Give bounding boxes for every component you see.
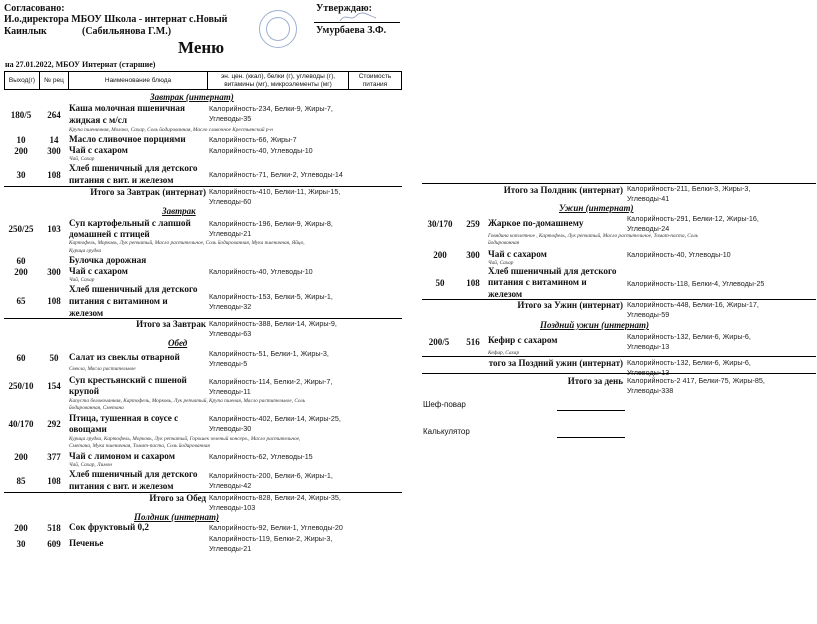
row-output: 200	[14, 452, 28, 462]
stamp-inner-ring	[266, 17, 290, 41]
col-cost: Стоимость питания	[348, 71, 402, 90]
row-composition: Чай, Сахар	[488, 260, 514, 266]
row-dish-name: Кефир с сахаром	[488, 335, 558, 345]
stamp-image	[259, 10, 297, 48]
row-recipe: 108	[47, 296, 61, 306]
row-output: 85	[16, 476, 26, 486]
row-dish-name: Жаркое по-домашнему	[488, 218, 584, 228]
row-dish-name-cont: питания с вит. и железом	[69, 481, 174, 491]
col-dish-name: Наименование блюда	[68, 71, 208, 90]
row-dish-name: Хлеб пшеничный для детского	[69, 284, 198, 294]
row-composition: Картофель, Морковь, Лук репчатый, Масло растительное, Соль йодированная, Мука пшеничная, Яйцо,	[69, 240, 305, 246]
agreed-position: И.о.директора МБОУ Школа - интернат с.Новый	[4, 14, 228, 25]
row-output: 40/170	[8, 419, 34, 429]
row-recipe: 300	[466, 250, 480, 260]
row-output: 10	[16, 135, 26, 145]
row-dish-name: Салат из свеклы отварной	[69, 352, 180, 362]
row-dish-name-cont: питания с витамином и	[488, 277, 587, 287]
total-label: Итого за Обед	[149, 493, 206, 503]
row-nutrition: Калорийность-40, Углеводы-10	[627, 250, 731, 259]
row-dish-name-cont: домашней с птицей	[69, 229, 150, 239]
section-title: Поздний ужин (интернат)	[540, 320, 649, 330]
row-dish-name: Каша молочная пшеничная	[69, 103, 185, 113]
row-nutrition-cont: Углеводы-32	[209, 302, 252, 311]
row-nutrition-cont: Углеводы-42	[209, 481, 252, 490]
row-dish-name-cont: крупой	[69, 386, 100, 396]
total-values: Калорийность-388, Белки-14, Жиры-9,	[209, 319, 337, 328]
row-dish-name: Печенье	[69, 538, 104, 548]
day-total-values: Калорийность-2 417, Белки-75, Жиры-85,	[627, 376, 765, 385]
row-nutrition: Калорийность-51, Белки-1, Жиры-3,	[209, 349, 329, 358]
agreed-name: (Сабильянова Г.М.)	[82, 26, 172, 37]
row-nutrition: Калорийность-234, Белки-9, Жиры-7,	[209, 104, 333, 113]
row-nutrition: Калорийность-92, Белки-1, Углеводы-20	[209, 523, 343, 532]
row-output: 200	[14, 267, 28, 277]
row-recipe: 259	[466, 219, 480, 229]
row-recipe: 518	[47, 523, 61, 533]
page-title: Меню	[178, 38, 225, 57]
day-total-label: Итого за день	[567, 376, 623, 386]
row-dish-name: Хлеб пшеничный для детского	[69, 163, 198, 173]
row-recipe: 108	[47, 476, 61, 486]
row-nutrition: Калорийность-114, Белки-2, Жиры-7,	[209, 377, 333, 386]
row-dish-name-cont: питания с вит. и железом	[69, 175, 174, 185]
total-label: того за Поздний ужин (интернат)	[488, 358, 623, 368]
row-nutrition-cont: Углеводы-21	[209, 229, 252, 238]
row-recipe: 108	[466, 278, 480, 288]
total-values-cont: Углеводы-103	[209, 503, 256, 512]
row-nutrition: Калорийность-40, Углеводы-10	[209, 267, 313, 276]
row-output: 30/170	[427, 219, 453, 229]
row-composition: Чай, Сахар, Лимон	[69, 462, 112, 468]
row-recipe: 300	[47, 146, 61, 156]
col-nutrition: эн. цен. (ккал), белки (г), углеводы (г), витамины (мг), микроэлементы (мг)	[207, 71, 349, 90]
day-total-values-cont: Углеводы-338	[627, 386, 674, 395]
section-title: Обед	[168, 338, 188, 348]
row-composition-cont: йодированная	[488, 240, 520, 246]
total-values-cont: Углеводы-41	[627, 194, 670, 203]
row-recipe: 264	[47, 110, 61, 120]
total-values-cont: Углеводы-60	[209, 197, 252, 206]
row-nutrition-cont: Углеводы-5	[209, 359, 248, 368]
row-recipe: 516	[466, 337, 480, 347]
row-nutrition-cont: Углеводы-21	[209, 544, 252, 553]
row-recipe: 154	[47, 381, 61, 391]
total-values: Калорийность-132, Белки-6, Жиры-6,	[627, 358, 751, 367]
total-values-cont: Углеводы-63	[209, 329, 252, 338]
row-output: 250/25	[8, 224, 34, 234]
calculator-label: Калькулятор	[423, 427, 470, 436]
row-nutrition: Калорийность-118, Белки-4, Углеводы-25	[627, 279, 765, 288]
row-composition-cont: Курица грудка	[69, 248, 102, 254]
row-nutrition: Калорийность-196, Белки-9, Жиры-8,	[209, 219, 333, 228]
total-label: Итого за Завтрак	[136, 319, 206, 329]
date-line: на 27.01.2022, МБОУ Интернат (старшие)	[5, 60, 156, 69]
row-recipe: 14	[49, 135, 59, 145]
row-output: 180/5	[10, 110, 32, 120]
row-nutrition: Калорийность-291, Белки-12, Жиры-16,	[627, 214, 759, 223]
total-values: Калорийность-211, Белки-3, Жиры-3,	[627, 184, 751, 193]
calculator-signature-line	[557, 437, 625, 438]
row-nutrition-cont: Углеводы-13	[627, 342, 670, 351]
row-composition-cont: Сметана, Мука пшеничная, Томат-паста, Соль йодированная	[69, 443, 210, 449]
row-composition: Курица грудка, Картофель, Морковь, Лук репчатый, Горошек зеленый консерв., Масло растительное,	[69, 436, 301, 442]
row-nutrition-cont: Углеводы-24	[627, 224, 670, 233]
row-composition: Чай, Сахар	[69, 277, 95, 283]
approve-label: Утверждаю:	[316, 3, 372, 14]
row-composition: Крупа пшеничная, Молоко, Сахар, Соль йодированная, Масло сливочное Крестьянский р-н	[69, 127, 273, 133]
row-dish-name-cont: овощами	[69, 424, 107, 434]
total-label: Итого за Ужин (интернат)	[517, 300, 623, 310]
row-recipe: 300	[47, 267, 61, 277]
row-nutrition: Калорийность-153, Белки-5, Жиры-1,	[209, 292, 333, 301]
row-nutrition: Калорийность-40, Углеводы-10	[209, 146, 313, 155]
row-dish-name: Сок фруктовый 0,2	[69, 522, 150, 532]
row-output: 250/10	[8, 381, 34, 391]
row-output: 30	[16, 539, 26, 549]
row-recipe: 108	[47, 170, 61, 180]
row-recipe: 377	[47, 452, 61, 462]
row-dish-name: Чай с сахаром	[69, 266, 128, 276]
agreed-position-cont: Каинлык	[4, 26, 47, 37]
section-title: Завтрак	[162, 206, 196, 216]
row-nutrition: Калорийность-66, Жиры-7	[209, 135, 297, 144]
row-recipe: 103	[47, 224, 61, 234]
approve-name: Умурбаева З.Ф.	[316, 25, 387, 36]
row-dish-name: Птица, тушенная в соусе с	[69, 413, 179, 423]
row-output: 60	[16, 353, 26, 363]
row-composition: Говядина котлетное , Картофель, Лук репчатый, Масло растительное, Томат-паста, Соль	[488, 233, 699, 239]
row-nutrition: Калорийность-71, Белки-2, Углеводы-14	[209, 170, 343, 179]
row-output: 200	[433, 250, 447, 260]
agreed-label: Согласовано:	[4, 3, 65, 14]
row-nutrition: Калорийность-132, Белки-6, Жиры-6,	[627, 332, 751, 341]
row-dish-name-cont: питания с витамином и	[69, 296, 168, 306]
total-values: Калорийность-828, Белки-24, Жиры-35,	[209, 493, 341, 502]
row-nutrition: Калорийность-62, Углеводы-15	[209, 452, 313, 461]
row-dish-name: Булочка дорожная	[69, 255, 147, 265]
row-output: 65	[16, 296, 26, 306]
col-recipe: № рец	[39, 71, 69, 90]
row-composition-cont: йодированная, Сметана	[69, 405, 124, 411]
row-dish-name: Хлеб пшеничный для детского	[488, 266, 617, 276]
section-title: Полдник (интернат)	[134, 512, 220, 522]
row-output: 30	[16, 170, 26, 180]
row-composition: Свекла, Масло растительное	[69, 366, 136, 372]
row-output: 50	[435, 278, 445, 288]
row-dish-name-cont: железом	[69, 308, 104, 318]
row-composition: Чай, Сахар	[69, 156, 95, 162]
total-values: Калорийность-448, Белки-16, Жиры-17,	[627, 300, 759, 309]
row-dish-name: Масло сливочное порциями	[69, 134, 186, 144]
section-title: Ужин (интернат)	[559, 203, 634, 213]
section-title: Завтрак (интернат)	[150, 92, 234, 102]
row-output: 200/5	[428, 337, 450, 347]
row-output: 200	[14, 523, 28, 533]
row-composition: Кефир, Сахар	[488, 350, 520, 356]
row-dish-name: Суп крестьянский с пшеной	[69, 375, 187, 385]
total-values-cont: Углеводы-59	[627, 310, 670, 319]
row-nutrition-cont: Углеводы-30	[209, 424, 252, 433]
col-output: Выход(г)	[4, 71, 40, 90]
chef-label: Шеф-повар	[423, 400, 466, 409]
row-nutrition: Калорийность-200, Белки-6, Жиры-1,	[209, 471, 333, 480]
total-label: Итого за Завтрак (интернат)	[90, 187, 206, 197]
row-recipe: 50	[49, 353, 59, 363]
row-dish-name-cont: жидкая с м/сл	[69, 115, 128, 125]
row-dish-name: Чай с сахаром	[488, 249, 547, 259]
row-dish-name-cont: железом	[488, 289, 523, 299]
row-nutrition-cont: Углеводы-35	[209, 114, 252, 123]
row-dish-name: Чай с сахаром	[69, 145, 128, 155]
row-output: 200	[14, 146, 28, 156]
total-label: Итого за Полдник (интернат)	[503, 185, 623, 195]
row-nutrition: Калорийность-402, Белки-14, Жиры-25,	[209, 414, 341, 423]
row-dish-name: Чай с лимоном и сахаром	[69, 451, 175, 461]
row-output: 60	[16, 256, 26, 266]
row-dish-name: Хлеб пшеничный для детского	[69, 469, 198, 479]
row-composition: Капуста белокочанная, Картофель, Морковь, Лук репчатый, Крупа пшеная, Масло растительное, Соль	[69, 398, 306, 404]
chef-signature-line	[557, 410, 625, 411]
row-nutrition: Калорийность-119, Белки-2, Жиры-3,	[209, 534, 333, 543]
row-recipe: 292	[47, 419, 61, 429]
row-nutrition-cont: Углеводы-11	[209, 387, 251, 396]
total-values: Калорийность-410, Белки-11, Жиры-15,	[209, 187, 341, 196]
row-recipe: 609	[47, 539, 61, 549]
row-dish-name: Суп картофельный с лапшой	[69, 218, 191, 228]
